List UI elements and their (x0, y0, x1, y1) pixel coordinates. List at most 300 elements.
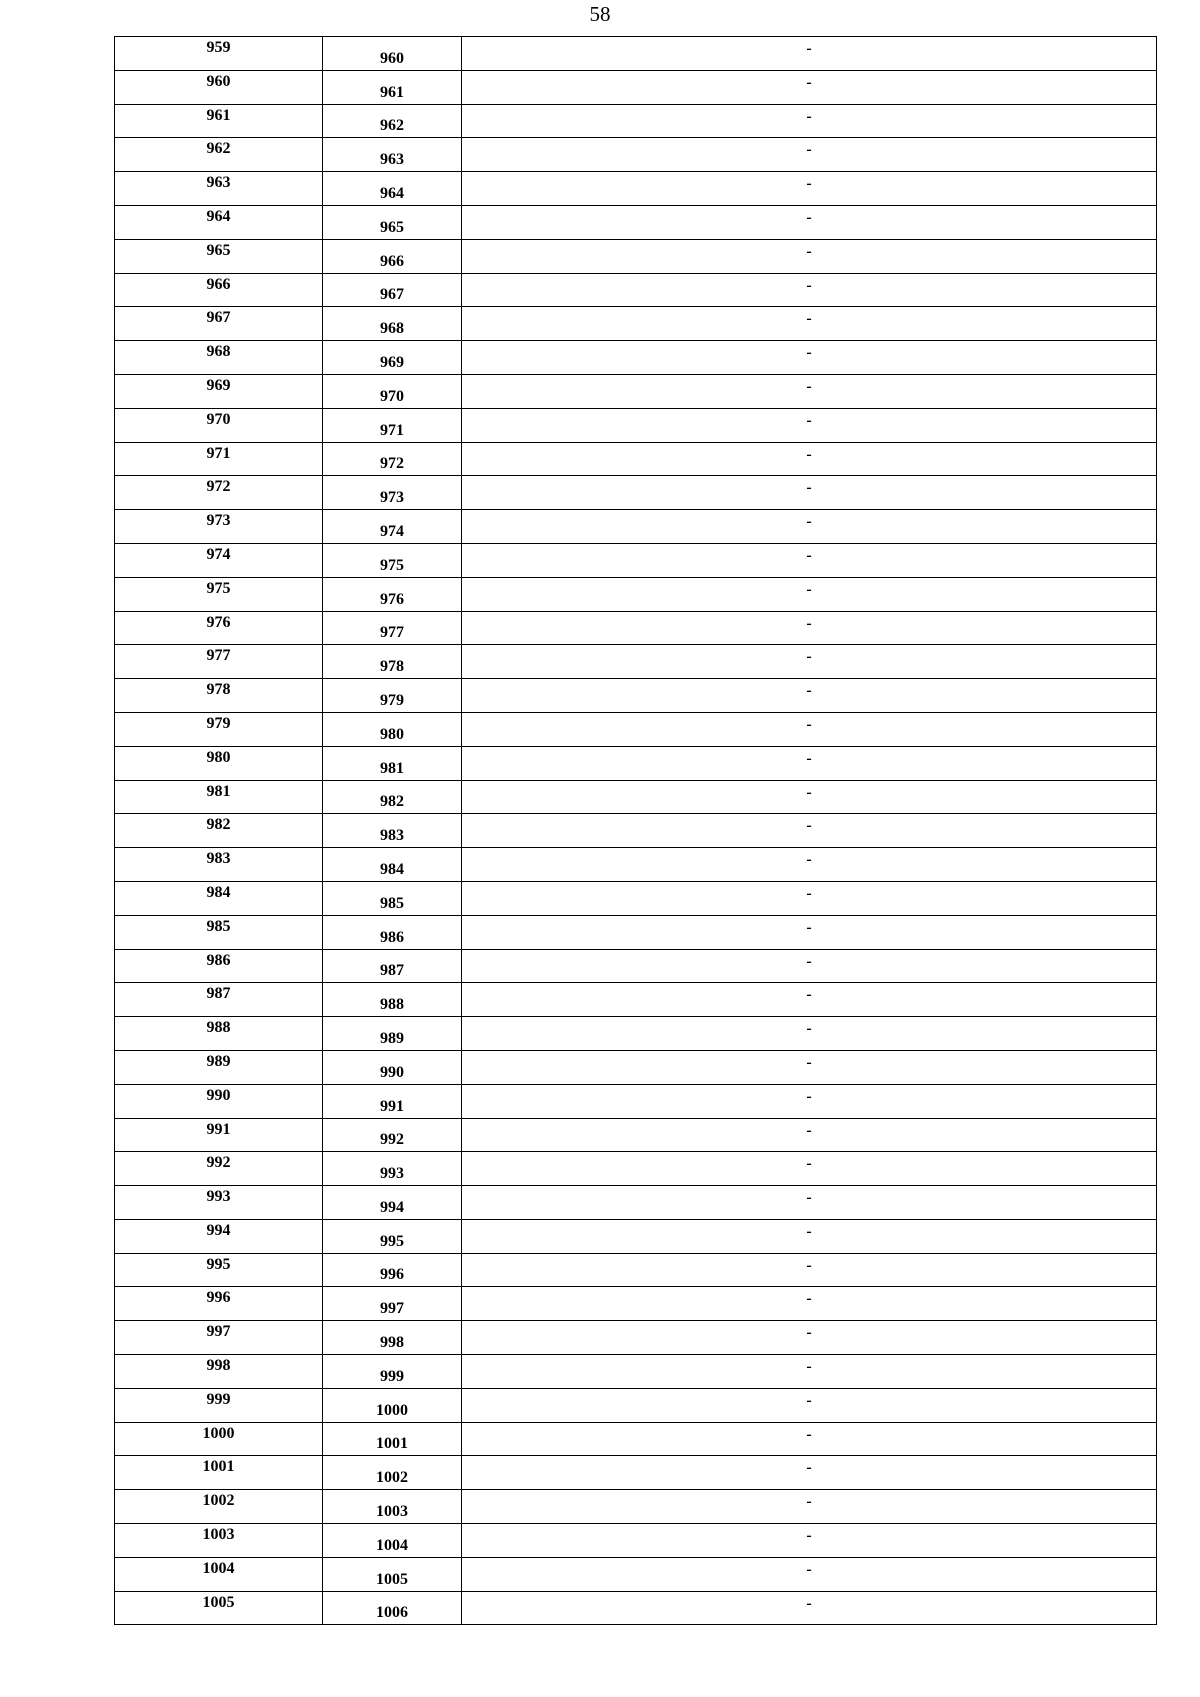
table-cell (115, 814, 323, 848)
table-cell (462, 70, 1157, 104)
cell-col-2: 960 (380, 49, 404, 67)
cell-col-3: - (806, 682, 812, 700)
cell-col-3: - (806, 1391, 812, 1409)
cell-col-3: - (806, 479, 812, 497)
cell-col-3: - (806, 1459, 812, 1477)
cell-col-2: 980 (380, 725, 404, 743)
cell-col-1: 966 (206, 275, 231, 293)
table-cell (462, 1219, 1157, 1253)
cell-col-2: 970 (380, 387, 404, 405)
table-cell (115, 1557, 323, 1591)
cell-col-1: 995 (206, 1255, 231, 1273)
table-row (115, 1591, 1157, 1625)
table-cell (323, 273, 462, 307)
table-cell (462, 1355, 1157, 1389)
cell-col-3: - (806, 107, 812, 125)
cell-col-3: - (806, 1121, 812, 1139)
cell-col-2: 998 (380, 1334, 404, 1352)
cell-col-1: 998 (206, 1357, 231, 1375)
cell-col-1: 980 (206, 748, 231, 766)
table-cell (462, 814, 1157, 848)
cell-col-1: 968 (206, 343, 231, 361)
table-cell (323, 983, 462, 1017)
table-cell (115, 1490, 323, 1524)
cell-col-3: - (806, 884, 812, 902)
table-row (115, 239, 1157, 273)
table-row (115, 949, 1157, 983)
table-cell (115, 1186, 323, 1220)
table-cell (323, 510, 462, 544)
cell-col-2: 961 (380, 83, 404, 101)
table-cell (462, 104, 1157, 138)
table-row (115, 205, 1157, 239)
cell-col-3: - (806, 1560, 812, 1578)
cell-col-2: 967 (380, 286, 404, 304)
table-cell (115, 1355, 323, 1389)
table-cell (462, 915, 1157, 949)
cell-col-2: 995 (380, 1232, 404, 1250)
table-cell (115, 780, 323, 814)
table-row (115, 983, 1157, 1017)
cell-col-3: - (806, 1425, 812, 1443)
page-number: 58 (589, 2, 611, 26)
cell-col-3: - (806, 783, 812, 801)
table-cell (323, 1557, 462, 1591)
table-cell (462, 949, 1157, 983)
table-cell (115, 679, 323, 713)
cell-col-2: 971 (380, 421, 404, 439)
cell-col-3: - (806, 344, 812, 362)
table-cell (323, 1186, 462, 1220)
data-table (114, 36, 1157, 1625)
table-cell (323, 374, 462, 408)
table-row (115, 273, 1157, 307)
cell-col-1: 977 (206, 647, 231, 665)
table-cell (462, 341, 1157, 375)
cell-col-2: 1001 (376, 1435, 408, 1453)
table-row (115, 1152, 1157, 1186)
cell-col-1: 987 (206, 985, 231, 1003)
table-cell (115, 239, 323, 273)
cell-col-3: - (806, 1358, 812, 1376)
table-cell (115, 1287, 323, 1321)
table-row (115, 1456, 1157, 1490)
table-cell (462, 983, 1157, 1017)
table-row (115, 712, 1157, 746)
table-row (115, 1017, 1157, 1051)
cell-col-2: 977 (380, 624, 404, 642)
table-cell (323, 205, 462, 239)
table-row (115, 780, 1157, 814)
table-row (115, 1557, 1157, 1591)
table-cell (462, 374, 1157, 408)
table-row (115, 1050, 1157, 1084)
table-cell (323, 1152, 462, 1186)
table-cell (115, 983, 323, 1017)
table-row (115, 341, 1157, 375)
cell-col-1: 975 (206, 579, 231, 597)
table-cell (115, 1017, 323, 1051)
table-cell (462, 1557, 1157, 1591)
table-cell (462, 1084, 1157, 1118)
cell-col-2: 987 (380, 962, 404, 980)
table-row (115, 645, 1157, 679)
table-cell (115, 307, 323, 341)
table-cell (115, 205, 323, 239)
cell-col-3: - (806, 276, 812, 294)
cell-col-3: - (806, 1155, 812, 1173)
cell-col-2: 1003 (376, 1503, 408, 1521)
cell-col-1: 973 (206, 512, 231, 530)
table-cell (462, 1388, 1157, 1422)
cell-col-3: - (806, 918, 812, 936)
table-cell (462, 205, 1157, 239)
table-cell (115, 408, 323, 442)
cell-col-2: 979 (380, 691, 404, 709)
cell-col-3: - (806, 614, 812, 632)
cell-col-1: 983 (206, 850, 231, 868)
table-cell (462, 1017, 1157, 1051)
table-cell (323, 1422, 462, 1456)
table-cell (462, 1524, 1157, 1558)
table-cell (323, 172, 462, 206)
cell-col-3: - (806, 73, 812, 91)
table-cell (115, 1321, 323, 1355)
table-cell (115, 138, 323, 172)
cell-col-1: 1001 (202, 1458, 235, 1476)
cell-col-2: 964 (380, 184, 404, 202)
table-cell (323, 138, 462, 172)
cell-col-2: 962 (380, 117, 404, 135)
table-cell (462, 1186, 1157, 1220)
table-cell (462, 1287, 1157, 1321)
cell-col-2: 990 (380, 1063, 404, 1081)
table-row (115, 1355, 1157, 1389)
table-row (115, 1287, 1157, 1321)
table-cell (323, 577, 462, 611)
cell-col-3: - (806, 1324, 812, 1342)
table-cell (323, 70, 462, 104)
cell-col-1: 1003 (202, 1526, 235, 1544)
cell-col-3: - (806, 40, 812, 57)
table-cell (115, 273, 323, 307)
cell-col-3: - (806, 1020, 812, 1038)
cell-col-3: - (806, 817, 812, 835)
table-cell (323, 1321, 462, 1355)
table-cell (115, 543, 323, 577)
cell-col-2: 991 (380, 1097, 404, 1115)
table-cell (115, 1591, 323, 1625)
table-row (115, 611, 1157, 645)
table-cell (323, 1253, 462, 1287)
cell-col-3: - (806, 1594, 812, 1612)
table-row (115, 1253, 1157, 1287)
table-cell (462, 37, 1157, 71)
cell-col-3: - (806, 1290, 812, 1308)
table-cell (115, 476, 323, 510)
table-cell (323, 611, 462, 645)
table-cell (323, 1524, 462, 1558)
table-cell (462, 273, 1157, 307)
cell-col-2: 983 (380, 827, 404, 845)
cell-col-1: 999 (206, 1390, 231, 1408)
table-cell (462, 881, 1157, 915)
cell-col-1: 994 (206, 1221, 231, 1239)
cell-col-2: 992 (380, 1131, 404, 1149)
table-cell (462, 1321, 1157, 1355)
table-cell (462, 1456, 1157, 1490)
table-cell (323, 476, 462, 510)
cell-col-3: - (806, 986, 812, 1004)
table-cell (462, 645, 1157, 679)
cell-col-3: - (806, 242, 812, 260)
cell-col-1: 963 (206, 174, 231, 192)
cell-col-1: 990 (206, 1086, 231, 1104)
table-cell (323, 104, 462, 138)
table-row (115, 1524, 1157, 1558)
table-cell (323, 915, 462, 949)
table-cell (115, 1084, 323, 1118)
table-cell (462, 476, 1157, 510)
cell-col-3: - (806, 1493, 812, 1511)
table-cell (115, 577, 323, 611)
table-row (115, 1084, 1157, 1118)
table-cell (323, 1017, 462, 1051)
cell-col-1: 960 (206, 72, 231, 90)
table-cell (462, 1422, 1157, 1456)
cell-col-2: 989 (380, 1029, 404, 1047)
cell-col-1: 989 (206, 1052, 231, 1070)
table-row (115, 510, 1157, 544)
cell-col-3: - (806, 377, 812, 395)
table-cell (323, 341, 462, 375)
table-cell (323, 712, 462, 746)
table-body (115, 37, 1157, 1625)
table-cell (115, 1456, 323, 1490)
table-cell (115, 915, 323, 949)
table-cell (462, 510, 1157, 544)
table-row (115, 814, 1157, 848)
cell-col-2: 969 (380, 353, 404, 371)
table-cell (462, 408, 1157, 442)
cell-col-1: 979 (206, 714, 231, 732)
cell-col-1: 964 (206, 207, 231, 225)
cell-col-3: - (806, 175, 812, 193)
cell-col-1: 986 (206, 951, 231, 969)
cell-col-1: 996 (206, 1289, 231, 1307)
table-row (115, 1219, 1157, 1253)
table-cell (115, 1050, 323, 1084)
cell-col-1: 969 (206, 376, 231, 394)
cell-col-2: 1006 (376, 1604, 408, 1622)
table-cell (115, 1219, 323, 1253)
cell-col-3: - (806, 1256, 812, 1274)
table-cell (323, 881, 462, 915)
table-row (115, 881, 1157, 915)
table-cell (462, 239, 1157, 273)
cell-col-2: 981 (380, 759, 404, 777)
cell-col-2: 1004 (376, 1536, 408, 1554)
table-cell (323, 949, 462, 983)
cell-col-1: 982 (206, 816, 231, 834)
cell-col-3: - (806, 411, 812, 429)
table-cell (323, 780, 462, 814)
cell-col-2: 975 (380, 556, 404, 574)
table-cell (462, 712, 1157, 746)
cell-col-3: - (806, 952, 812, 970)
table-row (115, 1321, 1157, 1355)
table-cell (115, 746, 323, 780)
cell-col-1: 965 (206, 241, 231, 259)
table-cell (115, 949, 323, 983)
table-cell (323, 1355, 462, 1389)
cell-col-3: - (806, 1527, 812, 1545)
cell-col-3: - (806, 546, 812, 564)
cell-col-2: 974 (380, 522, 404, 540)
cell-col-2: 986 (380, 928, 404, 946)
table-row (115, 1490, 1157, 1524)
table-row (115, 915, 1157, 949)
table-row (115, 408, 1157, 442)
table-row (115, 848, 1157, 882)
cell-col-1: 993 (206, 1188, 231, 1206)
cell-col-2: 993 (380, 1165, 404, 1183)
table-cell (462, 1118, 1157, 1152)
table-cell (323, 848, 462, 882)
table-cell (462, 138, 1157, 172)
table-row (115, 37, 1157, 71)
table-row (115, 138, 1157, 172)
cell-col-1: 972 (206, 478, 231, 496)
cell-col-2: 985 (380, 894, 404, 912)
table-cell (462, 780, 1157, 814)
cell-col-1: 971 (206, 444, 231, 462)
table-cell (115, 172, 323, 206)
table-cell (323, 1050, 462, 1084)
cell-col-2: 996 (380, 1266, 404, 1284)
table-cell (323, 679, 462, 713)
table-cell (323, 37, 462, 71)
table-cell (323, 1490, 462, 1524)
table-cell (115, 341, 323, 375)
table-cell (323, 814, 462, 848)
cell-col-3: - (806, 715, 812, 733)
cell-col-1: 981 (206, 782, 231, 800)
table-row (115, 172, 1157, 206)
cell-col-1: 985 (206, 917, 231, 935)
cell-col-3: - (806, 141, 812, 159)
table-cell (323, 442, 462, 476)
cell-col-1: 988 (206, 1019, 231, 1037)
table-cell (462, 577, 1157, 611)
cell-col-3: - (806, 749, 812, 767)
table-cell (323, 1456, 462, 1490)
cell-col-3: - (806, 208, 812, 226)
cell-col-2: 984 (380, 860, 404, 878)
cell-col-2: 978 (380, 658, 404, 676)
cell-col-2: 1005 (376, 1570, 408, 1588)
cell-col-2: 968 (380, 320, 404, 338)
table-cell (462, 543, 1157, 577)
table-row (115, 679, 1157, 713)
cell-col-1: 984 (206, 883, 231, 901)
table-cell (323, 239, 462, 273)
table-cell (462, 1490, 1157, 1524)
cell-col-2: 973 (380, 489, 404, 507)
cell-col-3: - (806, 445, 812, 463)
table-cell (323, 1219, 462, 1253)
table-cell (323, 746, 462, 780)
cell-col-1: 962 (206, 140, 231, 158)
cell-col-2: 994 (380, 1198, 404, 1216)
table-row (115, 476, 1157, 510)
cell-col-1: 1005 (202, 1593, 235, 1611)
table-cell (462, 679, 1157, 713)
table-row (115, 1186, 1157, 1220)
table-cell (323, 408, 462, 442)
cell-col-2: 997 (380, 1300, 404, 1318)
table-cell (462, 848, 1157, 882)
cell-col-2: 1000 (376, 1401, 408, 1419)
table-cell (323, 1084, 462, 1118)
table-row (115, 577, 1157, 611)
table-cell (115, 712, 323, 746)
table-row (115, 307, 1157, 341)
table-cell (115, 1388, 323, 1422)
cell-col-2: 966 (380, 252, 404, 270)
table-row (115, 746, 1157, 780)
cell-col-3: - (806, 310, 812, 328)
table-cell (323, 543, 462, 577)
table-cell (323, 307, 462, 341)
cell-col-3: - (806, 1222, 812, 1240)
cell-col-1: 1004 (202, 1559, 235, 1577)
cell-col-2: 965 (380, 218, 404, 236)
table-cell (462, 307, 1157, 341)
cell-col-1: 978 (206, 681, 231, 699)
cell-col-2: 1002 (376, 1469, 408, 1487)
table-cell (323, 1287, 462, 1321)
cell-col-1: 997 (206, 1323, 231, 1341)
table-row (115, 442, 1157, 476)
table-cell (115, 611, 323, 645)
cell-col-2: 982 (380, 793, 404, 811)
table-cell (462, 1152, 1157, 1186)
cell-col-2: 963 (380, 151, 404, 169)
cell-col-1: 1000 (202, 1424, 235, 1442)
cell-col-1: 991 (206, 1120, 231, 1138)
cell-col-1: 970 (206, 410, 231, 428)
cell-col-3: - (806, 851, 812, 869)
cell-col-3: - (806, 513, 812, 531)
table-cell (115, 1253, 323, 1287)
table-cell (115, 848, 323, 882)
cell-col-3: - (806, 1053, 812, 1071)
cell-col-3: - (806, 580, 812, 598)
table-cell (323, 645, 462, 679)
table-cell (462, 172, 1157, 206)
table-cell (462, 442, 1157, 476)
table-cell (115, 1422, 323, 1456)
cell-col-2: 972 (380, 455, 404, 473)
table-cell (462, 1050, 1157, 1084)
cell-col-2: 999 (380, 1367, 404, 1385)
table-cell (462, 1591, 1157, 1625)
table-row (115, 543, 1157, 577)
table-cell (115, 37, 323, 71)
table-cell (462, 1253, 1157, 1287)
cell-col-3: - (806, 1189, 812, 1207)
